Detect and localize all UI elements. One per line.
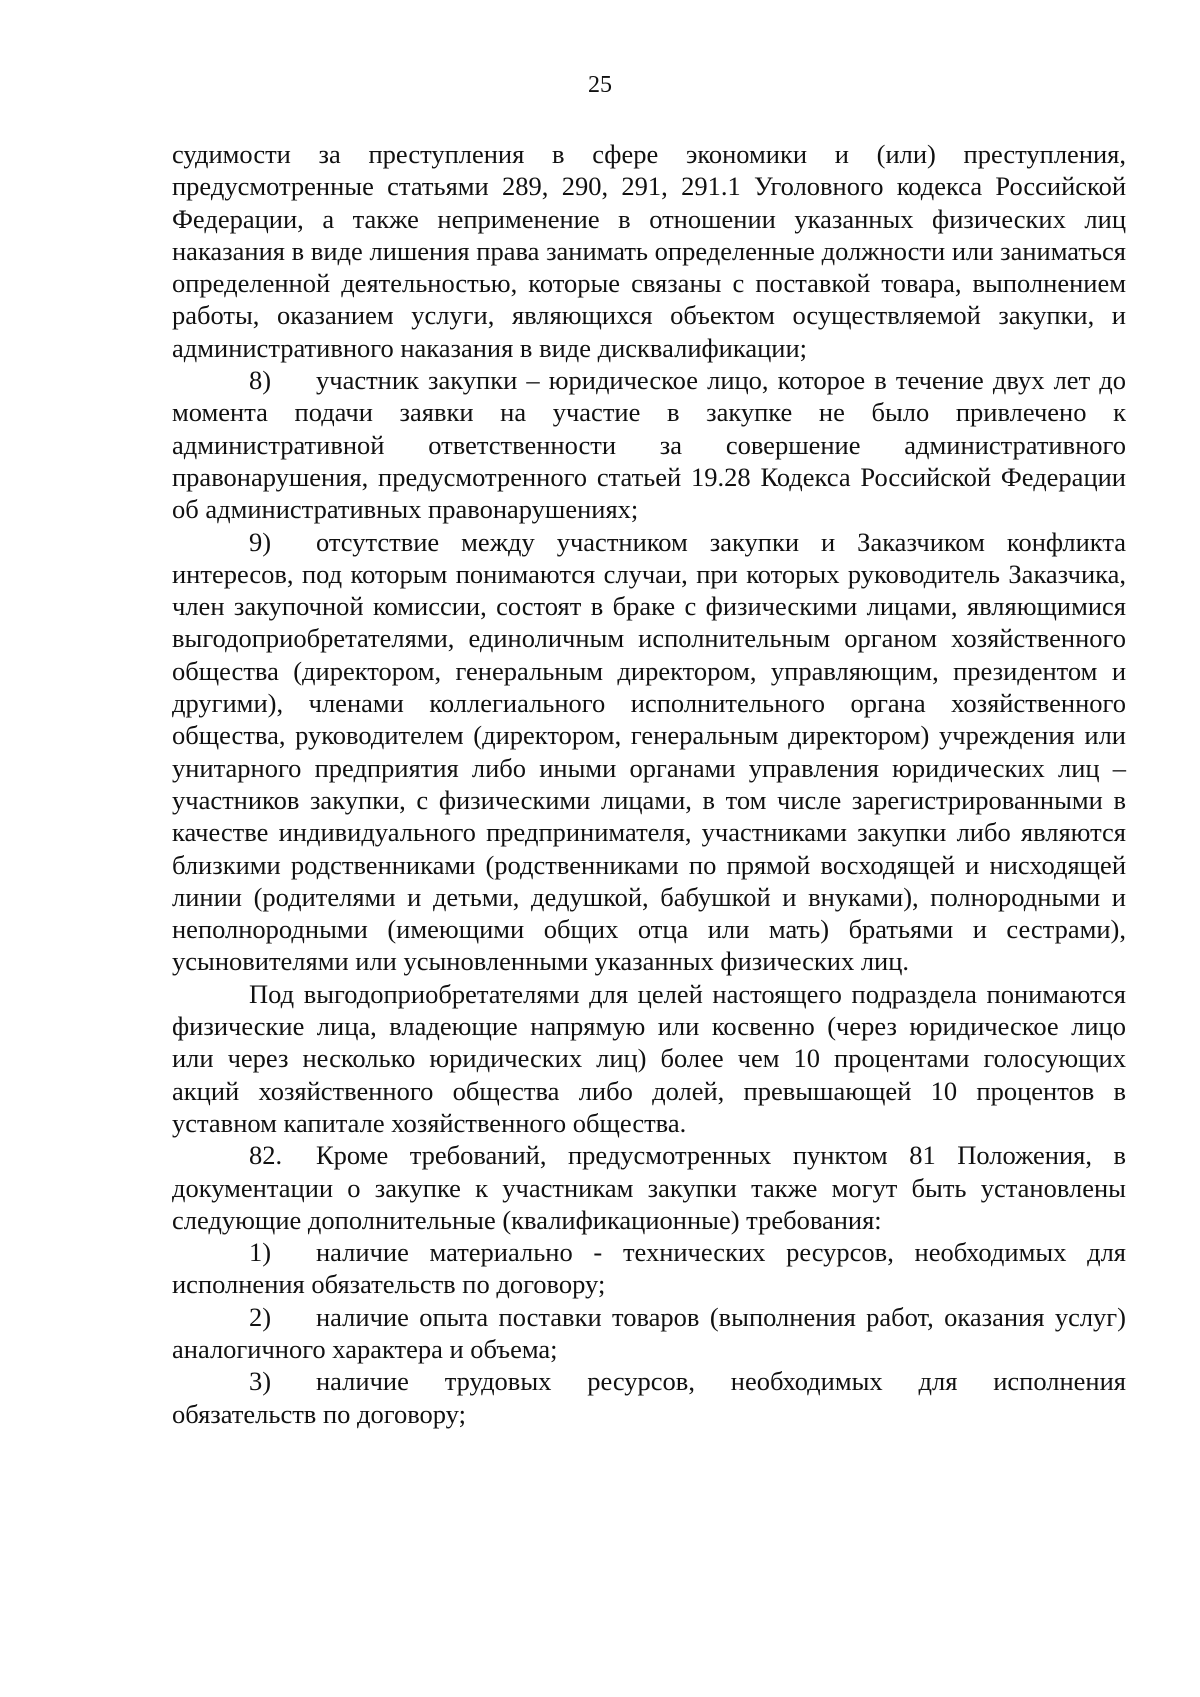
list-item-number: 9) <box>249 526 272 557</box>
paragraph-text: Под выгодоприобретателями для целей настоящего подраздела понимаются физические лица, владеющие напрямую или косвенно (через юридическое лицо или через несколько юридических лиц) более чем 10 процентами голосующих акций хозяйственного общества либо долей, превышающей 10 процентов в уставном капитале хозяйственного общества. <box>172 978 1126 1138</box>
clause-82 <box>172 1139 1126 1236</box>
paragraph-text: Кроме требований, предусмотренных пунктом 81 Положения, в документации о закупке к участникам закупки также могут быть установлены следующие дополнительные (квалификационные) требования: <box>172 1140 1126 1235</box>
paragraph-beneficiaries-definition <box>172 978 1126 1139</box>
paragraph-text: участник закупки – юридическое лицо, которое в течение двух лет до момента подачи заявки на участие в закупке не было привлечено к административной ответственности за совершение административного правонарушения, предусмотренного статьей 19.28 Кодекса Российской Федерации об административных правонарушениях; <box>172 365 1126 525</box>
list-item-number: 3) <box>249 1366 272 1397</box>
paragraph-text: судимости за преступления в сфере экономики и (или) преступления, предусмотренные статьями 289, 290, 291, 291.1 Уголовного кодекса Российской Федерации, а также неприменение в отношении указанных физических лиц наказания в виде лишения права занимать определенные должности или заниматься определенной деятельностью, которые связаны с поставкой товара, выполнением работы, оказанием услуги, являющихся объектом осуществляемой закупки, и административного наказания в виде дисквалификации; <box>172 139 1126 363</box>
list-item-number: 2) <box>249 1301 272 1332</box>
clause-number: 82. <box>249 1140 283 1171</box>
paragraph-continuation <box>172 138 1126 364</box>
paragraph-text: наличие опыта поставки товаров (выполнения работ, оказания услуг) аналогичного характера и объема; <box>172 1301 1126 1364</box>
paragraph-text: наличие материально - технических ресурсов, необходимых для исполнения обязательств по договору; <box>172 1237 1126 1300</box>
list-item-number: 8) <box>249 365 272 396</box>
page-number: 25 <box>588 72 612 98</box>
list-item-number: 1) <box>249 1237 272 1268</box>
list-item-8 <box>172 364 1126 525</box>
list-item-3 <box>172 1365 1126 1430</box>
paragraph-text: наличие трудовых ресурсов, необходимых для исполнения обязательств по договору; <box>172 1366 1126 1429</box>
paragraph-text: отсутствие между участником закупки и Заказчиком конфликта интересов, под которым понимаются случаи, при которых руководитель Заказчика, член закупочной комиссии, состоят в браке с физическими лицами, являющимися выгодоприобретателями, единоличным исполнительным органом хозяйственного общества (директором, генеральным директором, управляющим, президентом и другими), членами коллегиального исполнительного органа хозяйственного общества, руководителем (директором, генеральным директором) учреждения или унитарного предприятия либо иными органами управления юридических лиц – участников закупки, с физическими лицами, в том числе зарегистрированными в качестве индивидуального предпринимателя, участниками закупки либо являются близкими родственниками (родственниками по прямой восходящей и нисходящей линии (родителями и детьми, дедушкой, бабушкой и внуками), полнородными и неполнородными (имеющими общих отца или мать) братьями и сестрами), усыновителями или усыновленными указанных физических лиц. <box>172 526 1126 977</box>
list-item-9 <box>172 526 1126 978</box>
list-item-2 <box>172 1301 1126 1366</box>
document-body <box>172 138 1126 1430</box>
list-item-1 <box>172 1236 1126 1301</box>
